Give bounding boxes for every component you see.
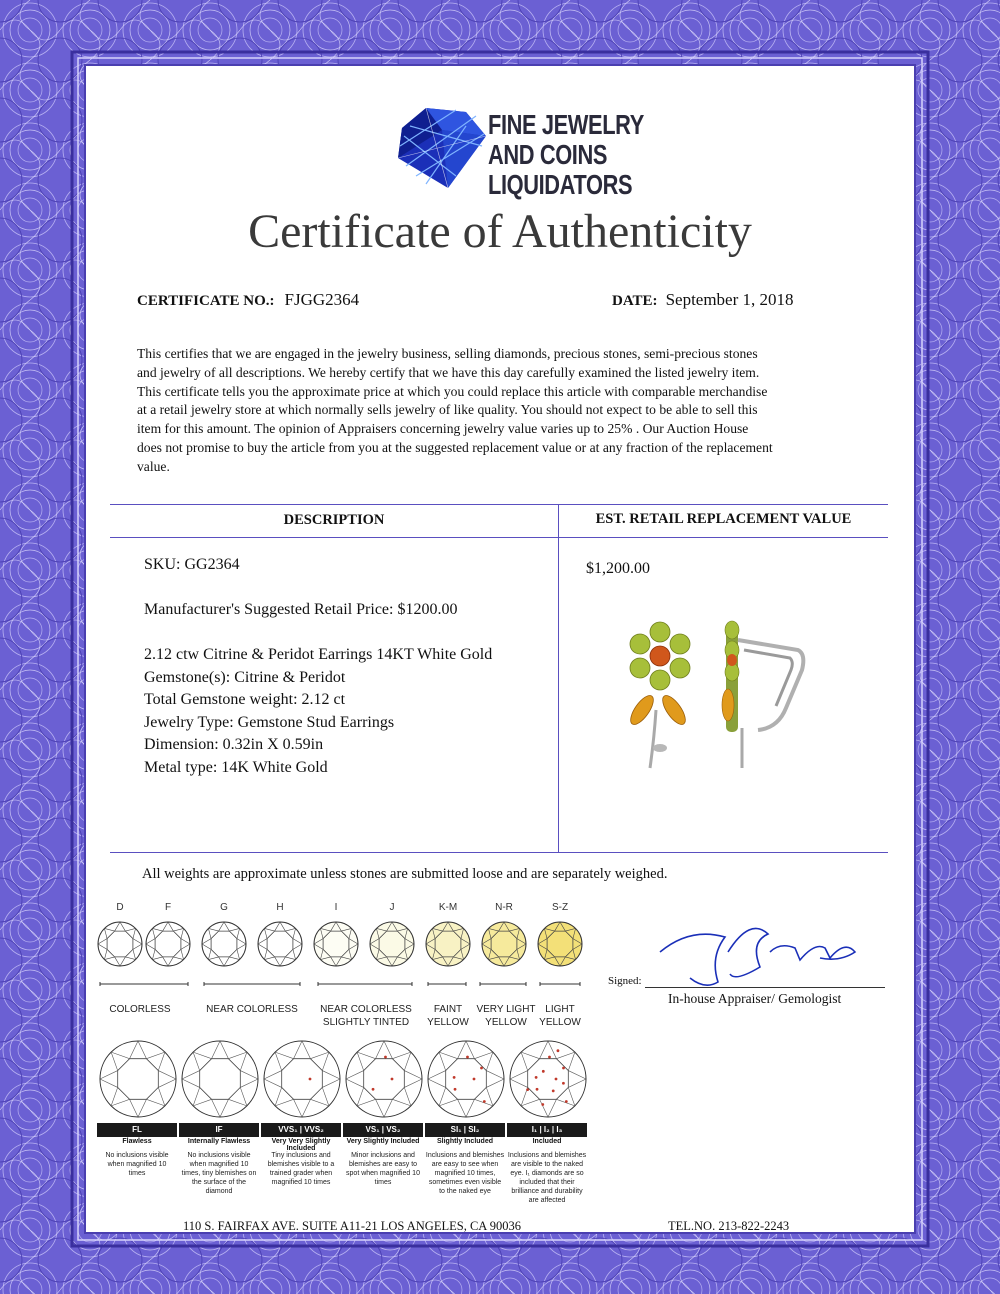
clarity-description-line: trained grader when	[269, 1170, 333, 1177]
footer-phone: TEL.NO. 213-822-2243	[668, 1219, 790, 1233]
certificate-number	[137, 290, 359, 310]
color-group-label: YELLOW	[539, 1017, 581, 1028]
clarity-description	[506, 1151, 588, 1205]
clarity-description-line: magnified 10 times,	[434, 1170, 496, 1177]
clarity-name: Very Slightly Included	[346, 1138, 420, 1145]
clarity-description-line: brilliance and durability	[511, 1188, 583, 1195]
clarity-description	[178, 1151, 260, 1196]
item-detail: Metal type: 14K White Gold	[144, 758, 328, 776]
color-group-bracket	[204, 982, 300, 986]
color-group-bracket	[100, 982, 188, 986]
clarity-description-line: included that their	[519, 1179, 575, 1186]
clarity-description-line: Tiny inclusions and	[271, 1152, 331, 1159]
clarity-description-line: magnified 10 times	[271, 1179, 331, 1186]
clarity-scale	[96, 1035, 596, 1225]
clarity-description-line: Inclusions and blemishes	[425, 1152, 505, 1159]
color-diamond-icon	[482, 922, 526, 966]
logo-line: FINE JEWELRY	[488, 109, 644, 140]
footer-address: 110 S. FAIRFAX AVE. SUITE A11-21 LOS ANGELES, CA 90036	[183, 1219, 521, 1233]
clarity-description	[342, 1151, 424, 1187]
clarity-description	[96, 1151, 178, 1178]
clarity-grade: I₁ | I₂ | I₃	[507, 1123, 587, 1137]
intro-line: item for this amount. The opinion of Appraisers concerning jewelry value varies up to 25% . Our Auction House	[137, 421, 749, 437]
color-grade-letter: D	[116, 902, 124, 913]
page-title: Certificate of Authenticity	[248, 205, 752, 258]
intro-paragraph	[137, 345, 897, 477]
color-grade-letter: S-Z	[551, 902, 569, 913]
clarity-grade: SI₁ | SI₂	[425, 1123, 505, 1137]
intro-line: This certificate tells you the approximate price at which you could replace this article with comparable merchandise	[137, 383, 768, 399]
color-grade-letter: J	[389, 902, 395, 913]
intro-line: value.	[137, 458, 170, 474]
logo-line: AND COINS	[488, 139, 608, 170]
clarity-description-line: diamond	[205, 1188, 233, 1195]
earring-image	[608, 610, 828, 775]
replacement-value: $1,200.00	[586, 560, 650, 577]
color-diamond-icon	[202, 922, 246, 966]
color-diamond-icon	[314, 922, 358, 966]
color-group-label: NEAR COLORLESS	[206, 1004, 298, 1015]
date-label: DATE:	[612, 293, 658, 309]
clarity-description-line: sometimes even visible	[428, 1179, 502, 1186]
clarity-description-line: times	[374, 1179, 392, 1186]
table-bottom-rule	[110, 852, 888, 853]
clarity-description-line: No inclusions visible	[187, 1152, 251, 1159]
color-grade-letter: I	[334, 902, 338, 913]
color-group-bracket	[318, 982, 412, 986]
clarity-description-line: blemishes visible to a	[267, 1161, 335, 1168]
certificate-no-label: CERTIFICATE NO.:	[137, 293, 275, 309]
color-grade-letter: F	[164, 902, 172, 913]
color-group-bracket	[540, 982, 580, 986]
clarity-name: Slightly Included	[436, 1138, 493, 1145]
item-detail: Jewelry Type: Gemstone Stud Earrings	[144, 713, 395, 731]
clarity-description-line: No inclusions visible	[105, 1152, 169, 1159]
color-group-label: FAINT	[433, 1004, 463, 1015]
table-top-rule	[110, 504, 888, 505]
certificate-no-value: FJGG2364	[284, 290, 360, 309]
color-diamond-icon	[538, 922, 582, 966]
item-detail: Dimension: 0.32in X 0.59in	[144, 736, 324, 753]
clarity-grade: VS₁ | VS₂	[343, 1123, 423, 1137]
appraiser-title: In-house Appraiser/ Gemologist	[668, 991, 842, 1006]
color-grade-letter: N-R	[495, 902, 513, 913]
color-grade-letter: K-M	[438, 902, 458, 913]
color-diamond-icon	[426, 922, 470, 966]
clarity-name: Internally Flawless	[187, 1138, 251, 1145]
clarity-grade: FL	[97, 1123, 177, 1137]
clarity-description-line: eye. I₁ diamonds are so	[510, 1170, 584, 1177]
clarity-description-line: to the naked eye	[439, 1188, 491, 1195]
clarity-description-line: Minor inclusions and	[351, 1152, 415, 1159]
clarity-grade: VVS₁ | VVS₂	[261, 1123, 341, 1137]
clarity-description-line: blemishes are easy to	[348, 1161, 418, 1168]
weights-note: All weights are approximate unless stones are submitted loose and are separately weighed.	[142, 866, 668, 882]
msrp: Manufacturer's Suggested Retail Price: $1200.00	[144, 601, 458, 618]
clarity-name: Very Very Slightly Included	[271, 1138, 331, 1152]
item-detail: Gemstone(s): Citrine & Peridot	[144, 668, 346, 686]
table-divider	[558, 504, 559, 852]
clarity-description-line: are easy to see when	[431, 1161, 499, 1168]
color-group-label: YELLOW	[485, 1017, 527, 1028]
logo-line: LIQUIDATORS	[488, 169, 633, 200]
color-diamond-icon	[258, 922, 302, 966]
intro-line: and jewelry of all descriptions. We hereby certify that we have this day carefully examined the listed jewelry item.	[137, 364, 760, 380]
color-group-label: SLIGHTLY TINTED	[322, 1017, 410, 1028]
color-group-label: YELLOW	[427, 1017, 469, 1028]
clarity-grade: IF	[179, 1123, 259, 1137]
color-diamond-icon	[370, 922, 414, 966]
clarity-description	[260, 1151, 342, 1187]
color-group-label: LIGHT	[545, 1004, 575, 1015]
clarity-description-line: are visible to the naked	[511, 1161, 583, 1168]
color-grade-letter: H	[276, 902, 284, 913]
certificate-date	[612, 290, 794, 310]
diamond-logo-icon	[396, 106, 488, 190]
value-header: EST. RETAIL REPLACEMENT VALUE	[595, 511, 852, 527]
clarity-description-line: when magnified 10	[107, 1161, 167, 1168]
clarity-description-line: spot when magnified 10	[346, 1170, 420, 1177]
color-group-label: COLORLESS	[109, 1004, 171, 1015]
item-detail: 2.12 ctw Citrine & Peridot Earrings 14KT White Gold	[144, 646, 493, 663]
color-diamond-icon	[146, 922, 190, 966]
clarity-description-line: times	[128, 1170, 146, 1177]
intro-line: This certifies that we are engaged in the jewelry business, selling diamonds, precious stones, semi-precious stones	[137, 346, 758, 361]
clarity-description-line: times, tiny blemishes on	[181, 1170, 257, 1177]
date-value: September 1, 2018	[665, 290, 794, 309]
clarity-name: Flawless	[122, 1138, 152, 1145]
color-grade-letter: G	[220, 902, 228, 913]
clarity-description-line: the surface of the	[191, 1179, 247, 1186]
intro-line: does not promise to buy the article from you at the suggested replacement value or at any fraction of the replacement	[137, 439, 773, 455]
clarity-description-line: are affected	[528, 1197, 566, 1204]
color-group-label: NEAR COLORLESS	[320, 1004, 412, 1015]
sku: SKU: GG2364	[144, 556, 240, 573]
clarity-description-line: when magnified 10	[189, 1161, 249, 1168]
intro-line: at a retail jewelry store at which normally sells jewelry of like quality. You should not expect to be able to sell this	[137, 402, 758, 418]
signature-image	[650, 912, 870, 992]
item-detail: Total Gemstone weight: 2.12 ct	[144, 691, 346, 708]
company-name	[488, 110, 644, 200]
description-header: DESCRIPTION	[283, 512, 385, 528]
color-group-label: VERY LIGHT	[476, 1004, 536, 1015]
color-group-bracket	[480, 982, 526, 986]
clarity-description	[424, 1151, 506, 1196]
item-details	[144, 644, 492, 779]
signed-label: Signed:	[608, 975, 642, 987]
color-diamond-icon	[98, 922, 142, 966]
clarity-name: Included	[532, 1138, 562, 1145]
table-header-rule	[110, 537, 888, 538]
clarity-description-line: Inclusions and blemishes	[507, 1152, 587, 1159]
color-group-bracket	[428, 982, 466, 986]
